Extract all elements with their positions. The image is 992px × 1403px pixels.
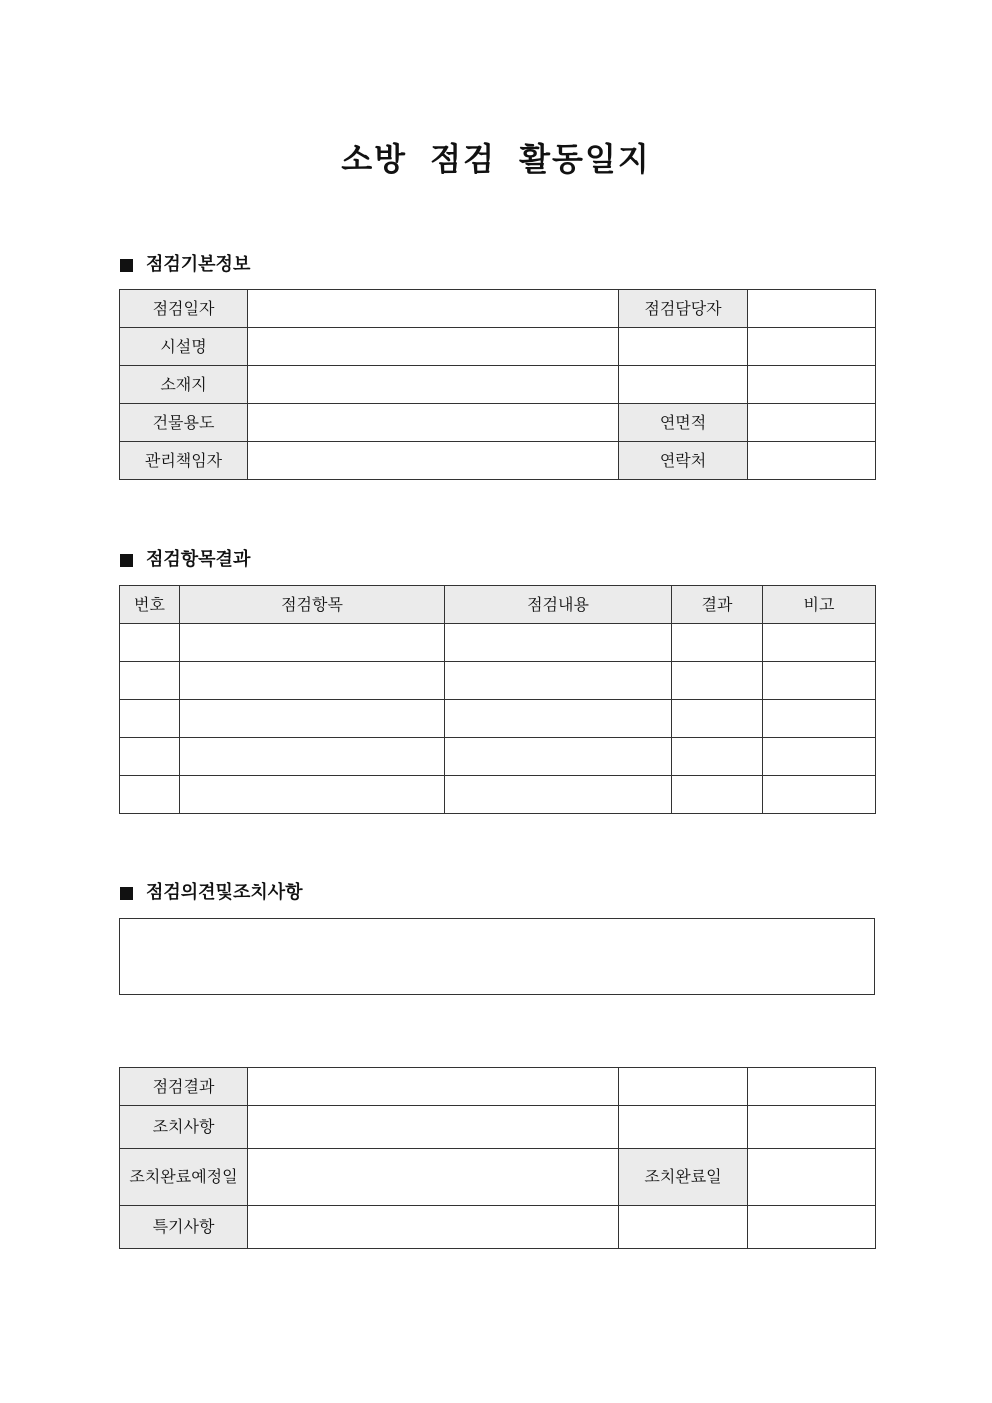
action-field[interactable] — [248, 1106, 619, 1149]
basic-info-table — [119, 289, 876, 480]
column-header-remarks: 비고 — [763, 586, 876, 624]
table-row — [120, 328, 876, 366]
table-row — [120, 366, 876, 404]
table-row — [120, 1068, 876, 1106]
table-row — [120, 662, 876, 700]
table-row — [120, 624, 876, 662]
result-cell[interactable] — [672, 662, 763, 700]
content-cell[interactable] — [445, 624, 672, 662]
blank-cell[interactable] — [748, 366, 876, 404]
building-use-field[interactable] — [248, 404, 619, 442]
number-cell[interactable] — [120, 776, 180, 814]
table-row — [120, 290, 876, 328]
row-label: 연면적 — [619, 404, 748, 442]
remarks-cell[interactable] — [763, 776, 876, 814]
inspection-date-field[interactable] — [248, 290, 619, 328]
item-cell[interactable] — [180, 700, 445, 738]
remarks-cell[interactable] — [763, 700, 876, 738]
table-row — [120, 1206, 876, 1249]
section-heading-opinion — [120, 881, 303, 905]
special-notes-field[interactable] — [248, 1206, 619, 1249]
section-heading-basic-info — [120, 253, 250, 277]
summary-table — [119, 1067, 876, 1249]
row-label: 조치완료예정일 — [120, 1149, 248, 1206]
table-row — [120, 1106, 876, 1149]
section-heading-label: 점검항목결과 — [146, 549, 251, 570]
facility-name-field[interactable] — [248, 328, 619, 366]
table-row — [120, 738, 876, 776]
scheduled-completion-field[interactable] — [248, 1149, 619, 1206]
item-cell[interactable] — [180, 738, 445, 776]
item-cell[interactable] — [180, 662, 445, 700]
result-cell[interactable] — [672, 700, 763, 738]
table-row — [120, 404, 876, 442]
table-row — [120, 442, 876, 480]
blank-cell[interactable] — [619, 1106, 748, 1149]
table-row — [120, 776, 876, 814]
inspection-result-field[interactable] — [248, 1068, 619, 1106]
blank-cell[interactable] — [619, 328, 748, 366]
content-cell[interactable] — [445, 700, 672, 738]
remarks-cell[interactable] — [763, 662, 876, 700]
column-header-result: 결과 — [672, 586, 763, 624]
square-bullet-icon — [120, 887, 133, 900]
contact-field[interactable] — [748, 442, 876, 480]
blank-cell[interactable] — [748, 328, 876, 366]
square-bullet-icon — [120, 554, 133, 567]
row-label: 시설명 — [120, 328, 248, 366]
content-cell[interactable] — [445, 738, 672, 776]
manager-field[interactable] — [248, 442, 619, 480]
section-heading-label: 점검기본정보 — [146, 254, 251, 275]
item-cell[interactable] — [180, 776, 445, 814]
content-cell[interactable] — [445, 662, 672, 700]
row-label: 특기사항 — [120, 1206, 248, 1249]
table-row — [120, 1149, 876, 1206]
row-label: 소재지 — [120, 366, 248, 404]
table-header-row — [120, 586, 876, 624]
result-cell[interactable] — [672, 776, 763, 814]
number-cell[interactable] — [120, 662, 180, 700]
section-heading-results — [120, 548, 250, 572]
opinion-memo-box[interactable] — [119, 918, 875, 995]
item-cell[interactable] — [180, 624, 445, 662]
blank-cell[interactable] — [748, 1068, 876, 1106]
blank-cell[interactable] — [748, 1206, 876, 1249]
address-field[interactable] — [248, 366, 619, 404]
row-label: 조치완료일 — [619, 1149, 748, 1206]
content-cell[interactable] — [445, 776, 672, 814]
floor-area-field[interactable] — [748, 404, 876, 442]
column-header-item: 점검항목 — [180, 586, 445, 624]
row-label: 조치사항 — [120, 1106, 248, 1149]
blank-cell[interactable] — [619, 1206, 748, 1249]
completion-date-field[interactable] — [748, 1149, 876, 1206]
blank-cell[interactable] — [748, 1106, 876, 1149]
column-header-content: 점검내용 — [445, 586, 672, 624]
document-title: 소방 점검 활동일지 — [341, 140, 651, 178]
number-cell[interactable] — [120, 700, 180, 738]
row-label: 점검결과 — [120, 1068, 248, 1106]
result-cell[interactable] — [672, 738, 763, 776]
result-cell[interactable] — [672, 624, 763, 662]
row-label: 점검담당자 — [619, 290, 748, 328]
row-label: 점검일자 — [120, 290, 248, 328]
row-label: 관리책임자 — [120, 442, 248, 480]
blank-cell[interactable] — [619, 366, 748, 404]
results-table — [119, 585, 876, 814]
section-heading-label: 점검의견및조치사항 — [146, 882, 303, 903]
column-header-number: 번호 — [120, 586, 180, 624]
blank-cell[interactable] — [619, 1068, 748, 1106]
square-bullet-icon — [120, 259, 133, 272]
number-cell[interactable] — [120, 624, 180, 662]
number-cell[interactable] — [120, 738, 180, 776]
inspector-field[interactable] — [748, 290, 876, 328]
table-row — [120, 700, 876, 738]
remarks-cell[interactable] — [763, 738, 876, 776]
remarks-cell[interactable] — [763, 624, 876, 662]
row-label: 연락처 — [619, 442, 748, 480]
row-label: 건물용도 — [120, 404, 248, 442]
